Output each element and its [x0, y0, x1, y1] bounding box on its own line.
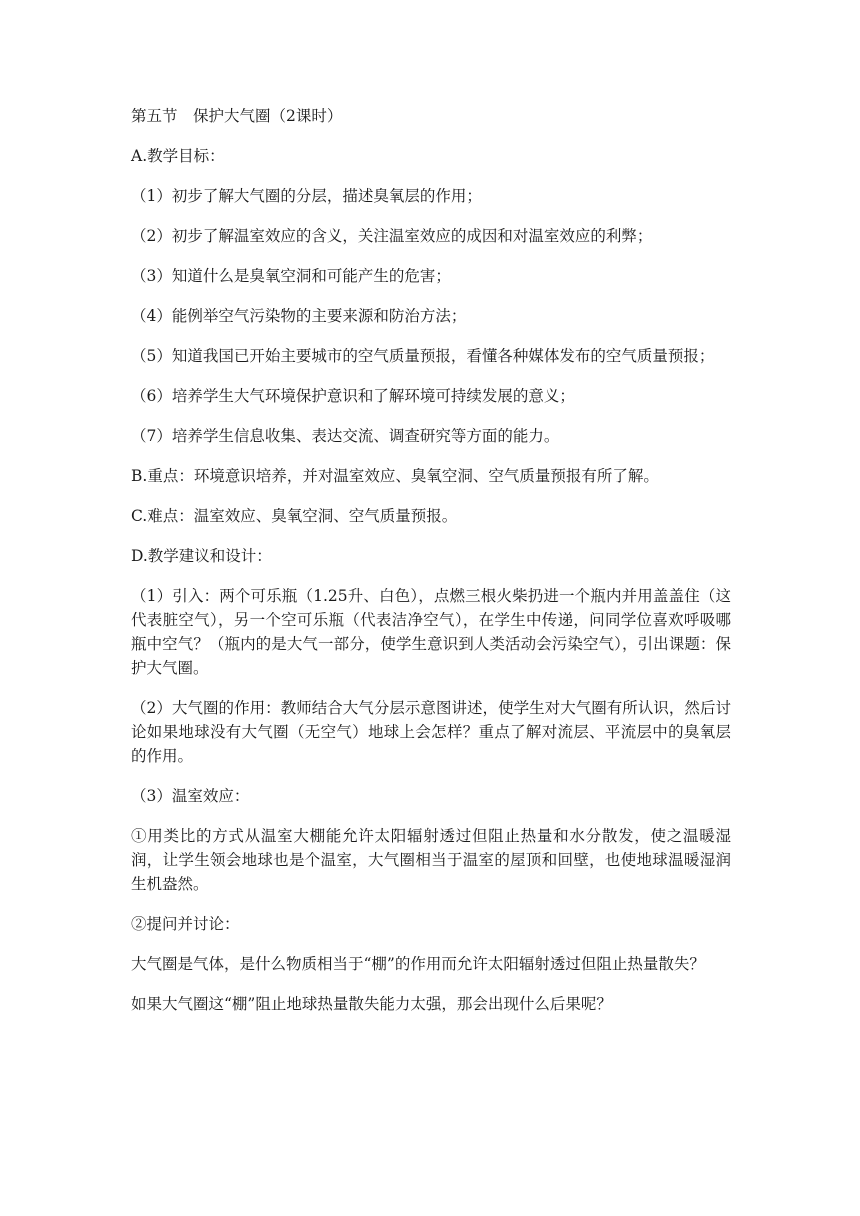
goal-item: （6）培养学生大气环境保护意识和了解环境可持续发展的意义；	[131, 387, 575, 405]
goal-item: （2）初步了解温室效应的含义，关注温室效应的成因和对温室效应的利弊；	[131, 227, 653, 245]
design-item: （3）温室效应：	[131, 787, 250, 805]
goal-item: （7）培养学生信息收集、表达交流、调查研究等方面的能力。	[131, 427, 560, 445]
design-item: 如果大气圈这“棚”阻止地球热量散失能力太强，那会出现什么后果呢？	[131, 995, 612, 1013]
design-heading: D.教学建议和设计：	[131, 547, 272, 565]
section-title: 第五节 保护大气圈（2课时）	[131, 107, 343, 125]
design-item: ②提问并讨论：	[131, 915, 240, 933]
goal-item: （3）知道什么是臭氧空洞和可能产生的危害；	[131, 267, 451, 285]
design-item: （1）引入：两个可乐瓶（1.25升、白色），点燃三根火柴扔进一个瓶内并用盖盖住（这代表脏空气），另一个空可乐瓶（代表洁净空气），在学生中传递，问同学位喜欢呼吸哪瓶中空气？（瓶内的是大气一部分，使学生意识到人类活动会污染空气），引出课题：保护大气圈。	[131, 587, 731, 677]
difficulties: C.难点：温室效应、臭氧空洞、空气质量预报。	[131, 507, 458, 525]
design-item: 大气圈是气体，是什么物质相当于“棚”的作用而允许太阳辐射透过但阻止热量散失？	[131, 955, 705, 973]
goal-item: （4）能例举空气污染物的主要来源和防治方法；	[131, 307, 467, 325]
design-item: ①用类比的方式从温室大棚能允许太阳辐射透过但阻止热量和水分散发，使之温暖湿润，让学生领会地球也是个温室，大气圈相当于温室的屋顶和回壁，也使地球温暖湿润生机盎然。	[131, 827, 731, 893]
document-body	[131, 104, 731, 1032]
key-points: B.重点：环境意识培养，并对温室效应、臭氧空洞、空气质量预报有所了解。	[131, 467, 659, 485]
goal-item: （1）初步了解大气圈的分层，描述臭氧层的作用；	[131, 187, 482, 205]
design-item: （2）大气圈的作用：教师结合大气分层示意图讲述，使学生对大气圈有所认识，然后讨论如果地球没有大气圈（无空气）地球上会怎样？重点了解对流层、平流层中的臭氧层的作用。	[131, 699, 731, 765]
goals-heading: A.教学目标：	[131, 147, 225, 165]
goal-item: （5）知道我国已开始主要城市的空气质量预报，看懂各种媒体发布的空气质量预报；	[131, 347, 715, 365]
